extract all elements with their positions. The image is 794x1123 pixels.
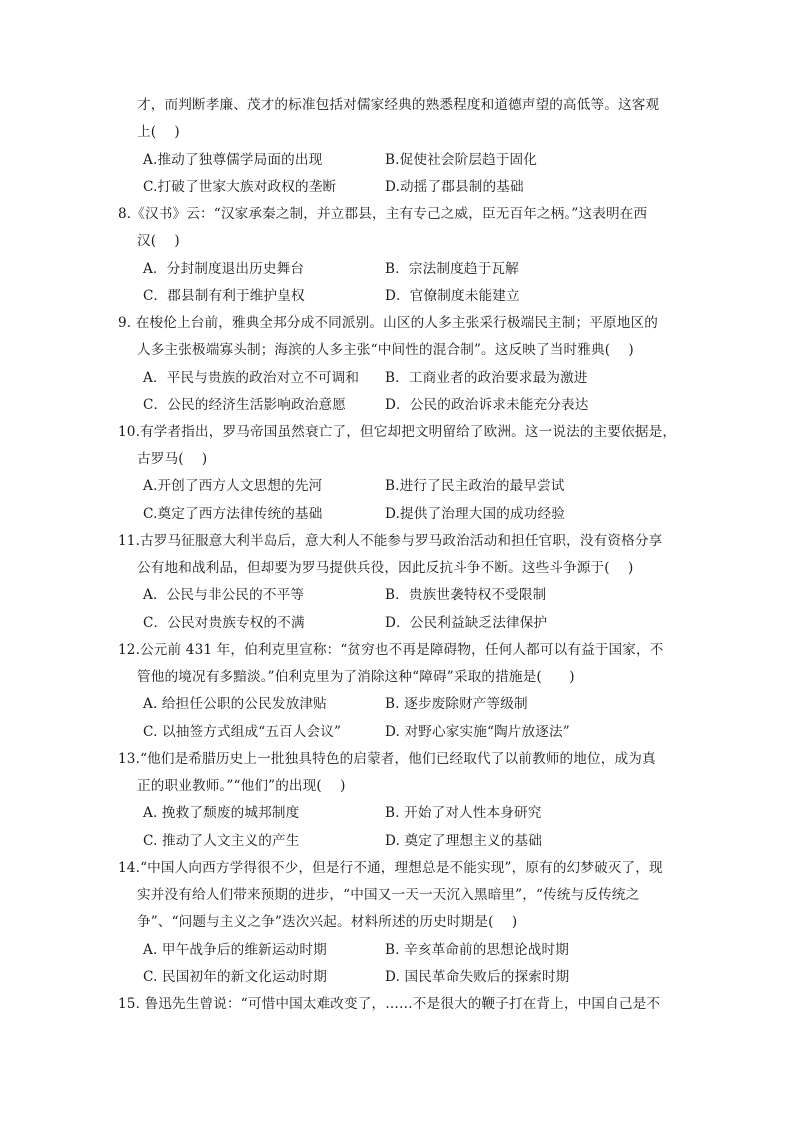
q13-option-b: B. 开始了对人性本身研究	[385, 805, 542, 821]
q12-option-c: C. 以抽签方式组成“五百人会议”	[143, 724, 342, 740]
q7-option-c: C.打破了世家大族对政权的垄断	[143, 179, 337, 195]
q12-option-a: A. 给担任公职的公民发放津贴	[143, 696, 327, 712]
q9-stem-line-1: 9. 在梭伦上台前，雅典全邦分成不同派别。山区的人多主张采行极端民主制；平原地区的	[118, 315, 659, 331]
q9-option-a: A．平民与贵族的政治对立不可调和	[143, 370, 360, 386]
q10-option-c: C.奠定了西方法律传统的基础	[143, 506, 323, 522]
q7-option-b: B.促使社会阶层趋于固化	[385, 152, 538, 168]
q11-stem-line-2: 公有地和战利品，但却要为罗马提供兵役，因此反抗斗争不断。这些斗争源于( )	[137, 560, 634, 576]
q9-option-c: C．公民的经济生活影响政治意愿	[143, 397, 346, 413]
q9-option-d: D．公民的政治诉求未能充分表达	[385, 397, 589, 413]
q14-option-b: B. 辛亥革命前的思想论战时期	[385, 942, 570, 958]
q7-stem-line-2: 上( )	[137, 124, 180, 140]
q13-option-c: C. 推动了人文主义的产生	[143, 833, 300, 849]
q8-option-a: A．分封制度退出历史舞台	[143, 261, 305, 277]
q8-option-c: C．郡县制有利于维护皇权	[143, 288, 305, 304]
q10-stem-line-2: 古罗马( )	[137, 451, 208, 467]
q13-option-a: A. 挽救了颓废的城邦制度	[143, 805, 300, 821]
q10-option-d: D.提供了治理大国的成功经验	[385, 506, 565, 522]
q10-option-b: B.进行了民主政治的最早尝试	[385, 478, 565, 494]
q15-stem-line-1: 15. 鲁迅先生曾说：“可惜中国太难改变了，……不是很大的鞭子打在背上，中国自己是不	[118, 996, 661, 1012]
q10-stem-line-1: 10.有学者指出，罗马帝国虽然衰亡了，但它却把文明留给了欧洲。这一说法的主要依据是，	[118, 424, 677, 440]
q9-stem-line-2: 人多主张极端寡头制；海滨的人多主张“中间性的混合制”。这反映了当时雅典( )	[137, 342, 634, 358]
q11-stem-line-1: 11.古罗马征服意大利半岛后，意大利人不能参与罗马政治活动和担任官职，没有资格分享	[118, 533, 663, 549]
q12-option-d: D. 对野心家实施“陶片放逐法”	[385, 724, 570, 740]
q11-option-c: C．公民对贵族专权的不满	[143, 615, 305, 631]
q13-stem-line-1: 13.“他们是希腊历史上一批独具特色的启蒙者，他们已经取代了以前教师的地位，成为真	[118, 751, 656, 767]
q8-stem-line-2: 汉( )	[137, 233, 180, 249]
q12-stem-line-2: 管他的境况有多黯淡。”伯利克里为了消除这种“障碍”采取的措施是( )	[137, 669, 575, 685]
q14-stem-line-1: 14.“中国人向西方学得很不少，但是行不通，理想总是不能实现”，原有的幻梦破灭了，现	[118, 860, 663, 876]
q14-option-d: D. 国民革命失败后的探索时期	[385, 969, 570, 985]
q11-option-b: B．贵族世袭特权不受限制	[385, 587, 547, 603]
q8-option-d: D．官僚制度未能建立	[385, 288, 520, 304]
q9-option-b: B．工商业者的政治要求最为激进	[385, 370, 588, 386]
q7-option-d: D.动摇了郡县制的基础	[385, 179, 524, 195]
q12-stem-line-1: 12.公元前 431 年，伯利克里宣称：“贫穷也不再是障碍物，任何人都可以有益于国家，不	[118, 642, 664, 658]
q13-stem-line-2: 正的职业教师。”“他们”的出现( )	[137, 778, 346, 794]
q14-stem-line-3: 争”、“问题与主义之争”迭次兴起。材料所述的历史时期是( )	[137, 914, 518, 930]
q13-option-d: D. 奠定了理想主义的基础	[385, 833, 542, 849]
q7-stem-line-1: 才，而判断孝廉、茂才的标准包括对儒家经典的熟悉程度和道德声望的高低等。这客观	[137, 97, 660, 113]
q14-stem-line-2: 实并没有给人们带来预期的进步，“中国又一天一天沉入黑暗里”，“传统与反传统之	[137, 887, 640, 903]
q14-option-c: C. 民国初年的新文化运动时期	[143, 969, 327, 985]
q14-option-a: A. 甲午战争后的维新运动时期	[143, 942, 327, 958]
q10-option-a: A.开创了西方人文思想的先河	[143, 478, 323, 494]
q8-stem-line-1: 8.《汉书》云：“汉家承秦之制，并立郡县，主有专己之威，臣无百年之柄。”这表明在西	[118, 206, 648, 222]
q12-option-b: B. 逐步废除财产等级制	[385, 696, 528, 712]
q7-option-a: A.推动了独尊儒学局面的出现	[143, 152, 323, 168]
q11-option-a: A．公民与非公民的不平等	[143, 587, 305, 603]
q11-option-d: D．公民利益缺乏法律保护	[385, 615, 548, 631]
q8-option-b: B．宗法制度趋于瓦解	[385, 261, 519, 277]
